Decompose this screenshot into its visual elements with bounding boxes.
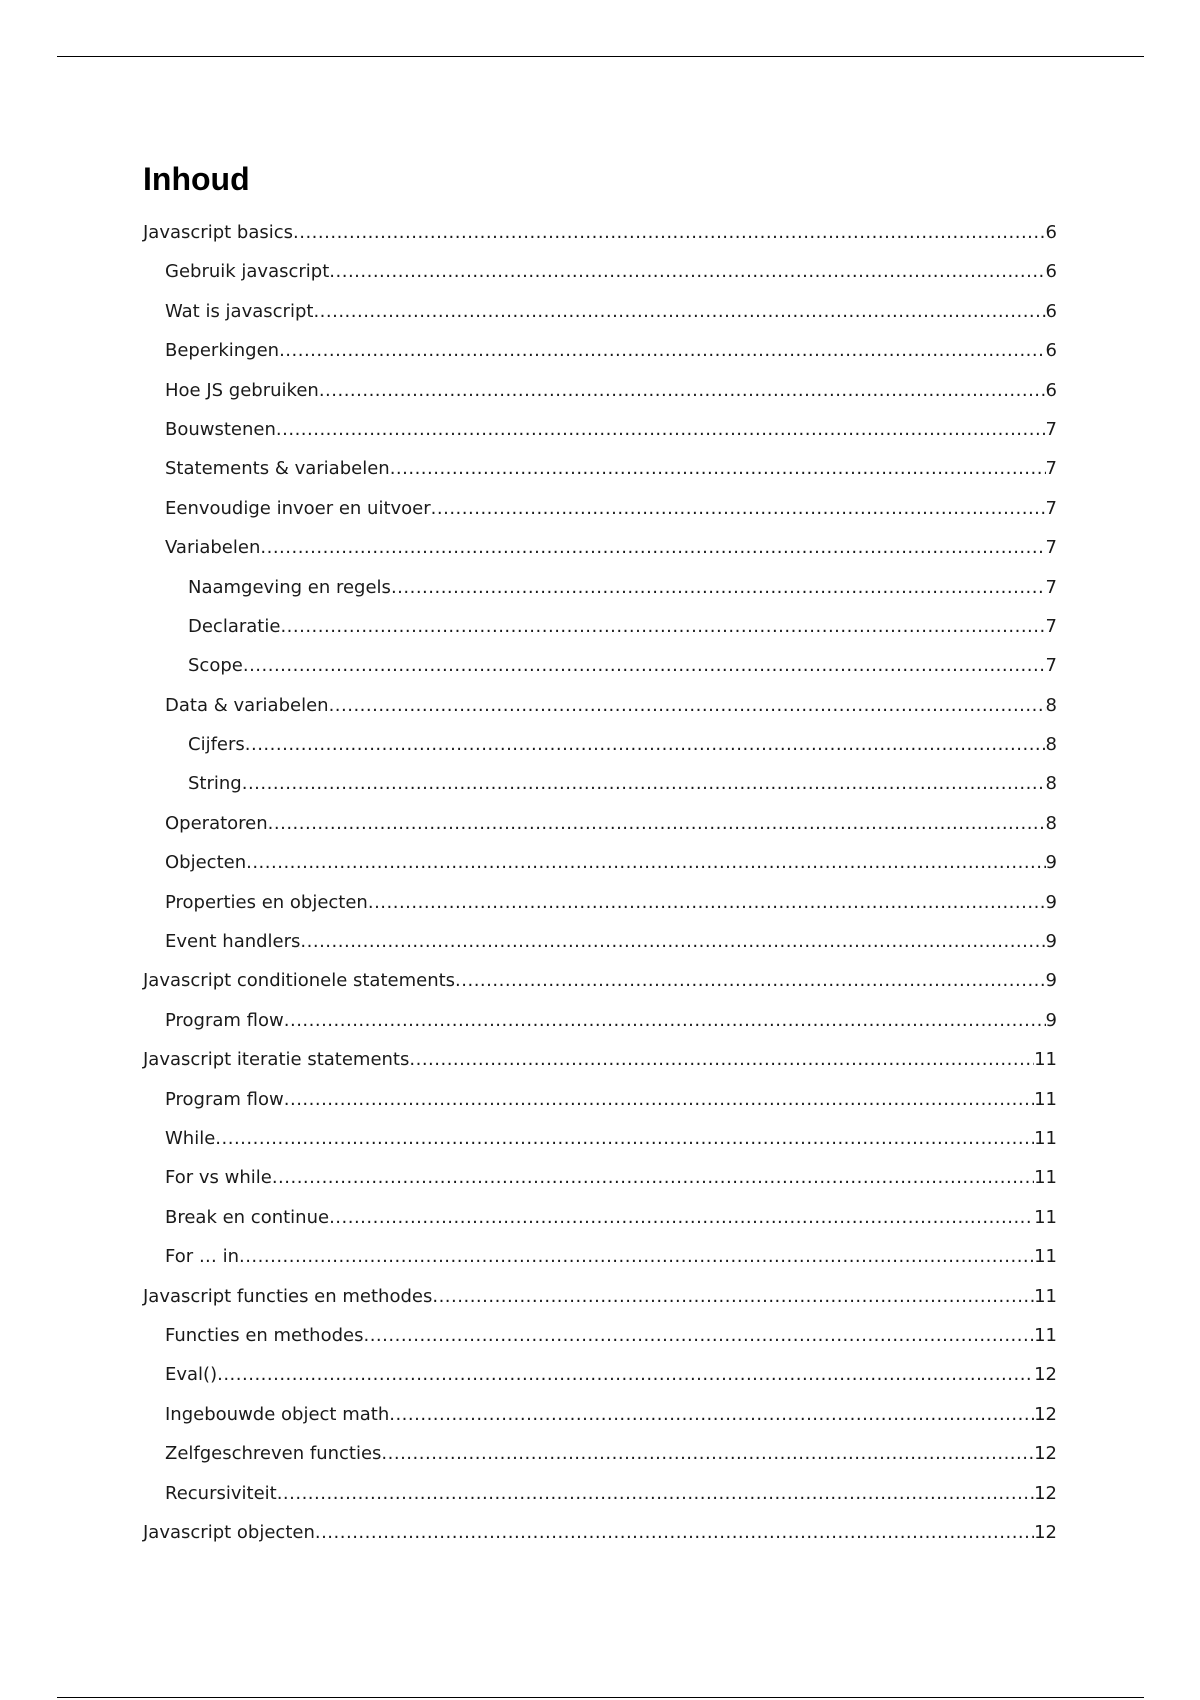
toc-dot-leader	[329, 691, 1046, 721]
toc-entry-title: Properties en objecten	[165, 891, 368, 913]
toc-entry[interactable]	[143, 1124, 1057, 1163]
toc-dot-leader	[239, 1242, 1034, 1272]
toc-entry[interactable]	[143, 612, 1057, 651]
toc-entry-title: Eval()	[165, 1364, 218, 1386]
toc-entry-page-number: 8	[1045, 812, 1057, 834]
toc-entry[interactable]	[143, 415, 1057, 454]
toc-entry[interactable]	[143, 651, 1057, 690]
toc-entry-title: Wat is javascript	[165, 300, 314, 322]
toc-entry-page-number: 8	[1045, 773, 1057, 795]
table-of-contents	[143, 218, 1057, 1557]
toc-dot-leader	[329, 257, 1045, 287]
toc-entry-title: Program flow	[165, 1088, 284, 1110]
toc-dot-leader	[381, 1439, 1034, 1469]
toc-entry-page-number: 11	[1034, 1285, 1057, 1307]
toc-entry[interactable]	[143, 336, 1057, 375]
toc-entry-title: Cijfers	[188, 734, 245, 756]
toc-entry-title: Javascript conditionele statements	[143, 970, 456, 992]
toc-dot-leader	[363, 1321, 1034, 1351]
toc-entry[interactable]	[143, 1006, 1057, 1045]
toc-entry-title: Naamgeving en regels	[188, 576, 391, 598]
toc-dot-leader	[455, 966, 1046, 996]
toc-dot-leader	[217, 1360, 1034, 1390]
toc-entry-page-number: 12	[1034, 1443, 1057, 1465]
toc-entry-page-number: 9	[1045, 852, 1057, 874]
toc-entry-page-number: 6	[1045, 340, 1057, 362]
toc-dot-leader	[246, 848, 1045, 878]
toc-dot-leader	[315, 1518, 1034, 1548]
toc-dot-leader	[215, 1124, 1034, 1154]
toc-entry-title: Beperkingen	[165, 340, 280, 362]
toc-entry-title: Zelfgeschreven functies	[165, 1443, 382, 1465]
toc-entry-page-number: 12	[1034, 1521, 1057, 1543]
toc-entry-title: Program flow	[165, 1009, 284, 1031]
toc-entry[interactable]	[143, 1360, 1057, 1399]
toc-dot-leader	[284, 1085, 1034, 1115]
toc-entry[interactable]	[143, 1163, 1057, 1202]
toc-entry[interactable]	[143, 1518, 1057, 1557]
toc-entry-page-number: 6	[1045, 379, 1057, 401]
toc-entry[interactable]	[143, 1282, 1057, 1321]
toc-entry-title: Ingebouwde object math	[165, 1403, 390, 1425]
toc-dot-leader	[243, 651, 1046, 681]
footer-rule	[57, 1697, 1144, 1698]
toc-dot-leader	[432, 1282, 1034, 1312]
toc-entry-title: Javascript functies en methodes	[143, 1285, 433, 1307]
toc-entry-page-number: 12	[1034, 1482, 1057, 1504]
toc-entry-title: For vs while	[165, 1167, 272, 1189]
toc-entry[interactable]	[143, 573, 1057, 612]
toc-entry-page-number: 8	[1045, 694, 1057, 716]
toc-entry-page-number: 11	[1034, 1206, 1057, 1228]
toc-entry[interactable]	[143, 691, 1057, 730]
toc-entry-page-number: 7	[1045, 576, 1057, 598]
toc-entry-page-number: 7	[1045, 458, 1057, 480]
toc-dot-leader	[368, 888, 1046, 918]
toc-dot-leader	[409, 1045, 1034, 1075]
toc-entry-title: Break en continue	[165, 1206, 330, 1228]
toc-dot-leader	[313, 297, 1045, 327]
toc-dot-leader	[260, 533, 1045, 563]
toc-entry-title: Event handlers	[165, 931, 301, 953]
toc-entry-title: For … in	[165, 1246, 239, 1268]
toc-dot-leader	[272, 1163, 1034, 1193]
toc-entry[interactable]	[143, 218, 1057, 257]
toc-entry[interactable]	[143, 809, 1057, 848]
toc-entry-title: Javascript iteratie statements	[143, 1049, 410, 1071]
toc-dot-leader	[245, 730, 1046, 760]
toc-entry-page-number: 11	[1034, 1324, 1057, 1346]
toc-entry[interactable]	[143, 1321, 1057, 1360]
toc-entry-page-number: 8	[1045, 734, 1057, 756]
toc-dot-leader	[277, 1479, 1034, 1509]
toc-entry-title: Functies en methodes	[165, 1324, 364, 1346]
toc-heading: Inhoud	[143, 161, 250, 197]
toc-entry-title: While	[165, 1127, 216, 1149]
toc-entry[interactable]	[143, 1242, 1057, 1281]
toc-entry-title: Javascript objecten	[143, 1521, 315, 1543]
toc-entry-page-number: 6	[1045, 300, 1057, 322]
toc-entry[interactable]	[143, 927, 1057, 966]
toc-entry[interactable]	[143, 966, 1057, 1005]
toc-entry[interactable]	[143, 257, 1057, 296]
toc-entry[interactable]	[143, 848, 1057, 887]
toc-dot-leader	[279, 336, 1045, 366]
toc-entry-page-number: 7	[1045, 655, 1057, 677]
toc-entry-title: Operatoren	[165, 812, 268, 834]
toc-dot-leader	[391, 573, 1046, 603]
toc-entry-title: Javascript basics	[143, 222, 294, 243]
toc-entry[interactable]	[143, 1479, 1057, 1518]
toc-entry[interactable]	[143, 1400, 1057, 1439]
toc-dot-leader	[431, 494, 1046, 524]
toc-entry-page-number: 7	[1045, 497, 1057, 519]
toc-entry[interactable]	[143, 1439, 1057, 1478]
toc-dot-leader	[329, 1203, 1034, 1233]
toc-dot-leader	[242, 769, 1046, 799]
toc-entry[interactable]	[143, 1203, 1057, 1242]
toc-entry[interactable]	[143, 1045, 1057, 1084]
header-rule	[57, 56, 1144, 57]
toc-entry-title: Eenvoudige invoer en uitvoer	[165, 497, 431, 519]
toc-entry-page-number: 11	[1034, 1246, 1057, 1268]
toc-entry[interactable]	[143, 730, 1057, 769]
toc-entry-title: String	[188, 773, 242, 795]
toc-entry-title: Data & variabelen	[165, 694, 329, 716]
toc-entry[interactable]	[143, 533, 1057, 572]
toc-entry-page-number: 11	[1034, 1167, 1057, 1189]
toc-entry-title: Recursiviteit	[165, 1482, 277, 1504]
toc-entry-page-number: 12	[1034, 1364, 1057, 1386]
toc-dot-leader	[284, 1006, 1046, 1036]
toc-dot-leader	[319, 376, 1046, 406]
toc-dot-leader	[390, 454, 1046, 484]
toc-entry[interactable]	[143, 454, 1057, 493]
toc-dot-leader	[293, 218, 1046, 248]
toc-entry-page-number: 11	[1034, 1127, 1057, 1149]
toc-entry[interactable]	[143, 1085, 1057, 1124]
toc-entry-title: Hoe JS gebruiken	[165, 379, 319, 401]
toc-entry-title: Gebruik javascript	[165, 261, 330, 283]
toc-entry-title: Objecten	[165, 852, 247, 874]
toc-entry[interactable]	[143, 494, 1057, 533]
toc-entry[interactable]	[143, 297, 1057, 336]
toc-dot-leader	[300, 927, 1045, 957]
toc-entry-title: Variabelen	[165, 537, 261, 559]
toc-entry-page-number: 12	[1034, 1403, 1057, 1425]
toc-entry-page-number: 7	[1045, 418, 1057, 440]
toc-entry-title: Bouwstenen	[165, 418, 276, 440]
toc-entry-page-number: 9	[1045, 891, 1057, 913]
toc-entry-title: Declaratie	[188, 615, 281, 637]
toc-entry-page-number: 6	[1045, 261, 1057, 283]
toc-entry-page-number: 11	[1034, 1049, 1057, 1071]
toc-entry[interactable]	[143, 376, 1057, 415]
toc-dot-leader	[280, 612, 1045, 642]
toc-entry-page-number: 9	[1045, 931, 1057, 953]
toc-dot-leader	[276, 415, 1046, 445]
toc-entry-page-number: 11	[1034, 1088, 1057, 1110]
toc-entry-title: Statements & variabelen	[165, 458, 390, 480]
toc-entry-title: Scope	[188, 655, 243, 677]
toc-entry-page-number: 7	[1045, 537, 1057, 559]
toc-entry-page-number: 6	[1045, 222, 1057, 243]
toc-entry[interactable]	[143, 888, 1057, 927]
toc-entry-page-number: 9	[1045, 970, 1057, 992]
toc-entry[interactable]	[143, 769, 1057, 808]
toc-entry-page-number: 9	[1045, 1009, 1057, 1031]
toc-dot-leader	[389, 1400, 1034, 1430]
toc-entry-page-number: 7	[1045, 615, 1057, 637]
toc-dot-leader	[268, 809, 1046, 839]
